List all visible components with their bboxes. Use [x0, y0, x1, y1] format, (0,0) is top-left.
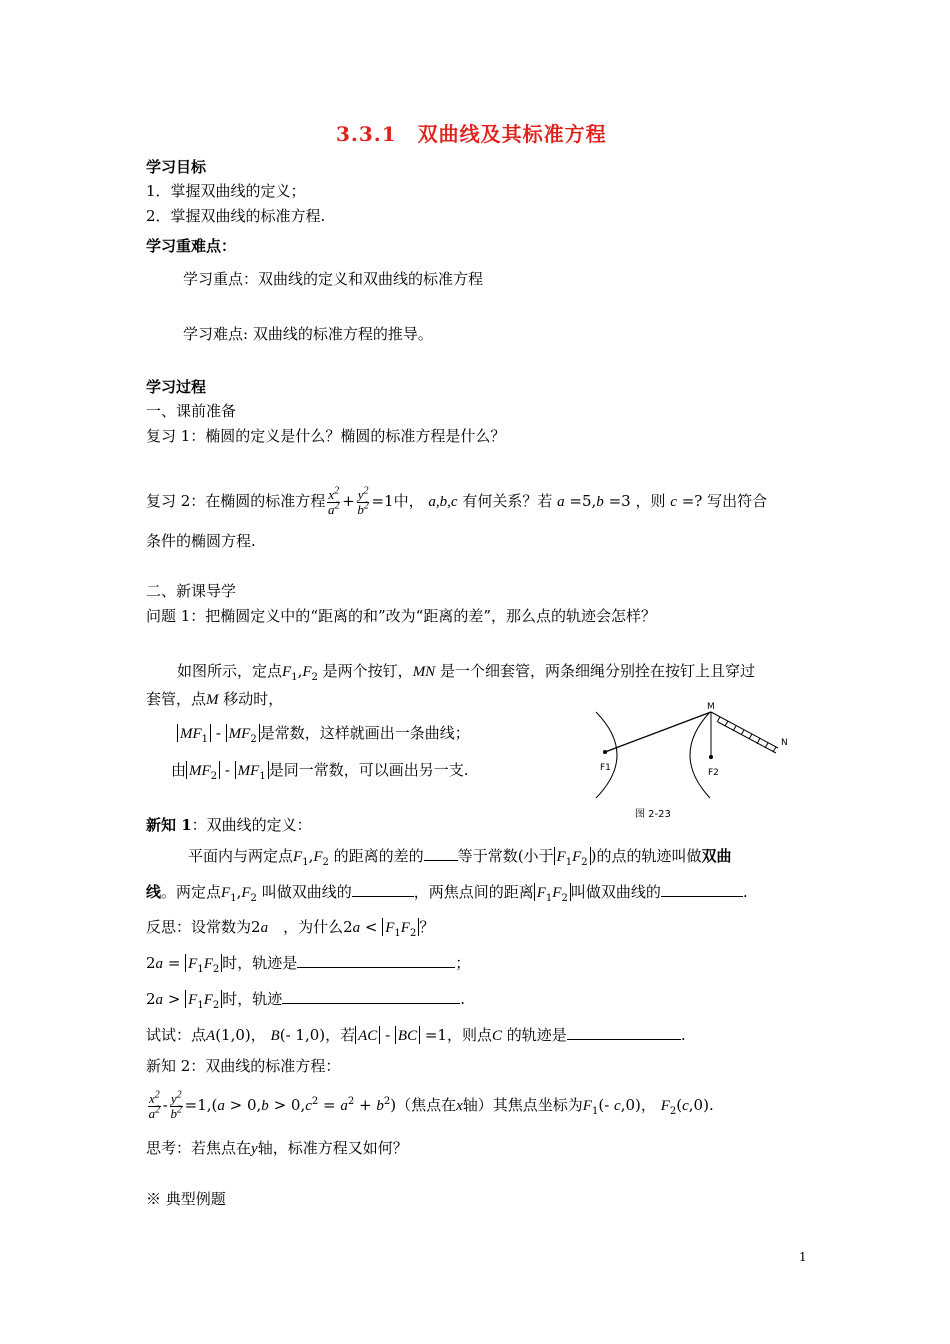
- tube-top: [711, 712, 778, 748]
- goal-item: 2．掌握双曲线的标准方程.: [146, 207, 326, 225]
- setup-line1: 如图所示，定点$F_1,F_2$ 是两个按钉，MN 是一个细套管，两条细绳分别拴在按钉上且穿过: [177, 662, 755, 683]
- label-f2: F2: [708, 768, 719, 778]
- focus-f1-point: [603, 750, 607, 754]
- question1: 问题 1：把椭圆定义中的“距离的和”改为“距离的差”，那么点的轨迹会怎样？: [146, 607, 656, 625]
- part1-heading: 一、课前准备: [146, 402, 237, 420]
- newknow2-heading: 新知 2：双曲线的标准方程：: [146, 1057, 341, 1075]
- page-title: 3.3.1 双曲线及其标准方程: [336, 122, 607, 146]
- think-line: 思考：若焦点在y轴，标准方程又如何？: [146, 1139, 408, 1157]
- setup-line4: 由 $MF_2 - MF_1$ 是同一常数，可以画出另一支.: [171, 761, 469, 782]
- key-point: 学习重点：双曲线的定义和双曲线的标准方程: [183, 270, 484, 288]
- goals-heading: 学习目标: [146, 158, 207, 176]
- goal-item: 1．掌握双曲线的定义；: [146, 182, 306, 200]
- label-f1: F1: [600, 763, 611, 773]
- tube-bottom: [718, 722, 776, 753]
- review1: 复习 1：椭圆的定义是什么？椭圆的标准方程是什么？: [146, 427, 506, 445]
- left-branch: [596, 712, 617, 798]
- review2-line2: 条件的椭圆方程.: [146, 532, 256, 550]
- label-m: M: [707, 702, 715, 712]
- definition-line2: 线。两定点$F_1,F_2$ 叫做双曲线的 ，两焦点间的距离 $F_1F_2$ 叫做双曲线的 .: [146, 883, 748, 904]
- newknow1-heading: 新知 1：双曲线的定义：: [146, 816, 312, 834]
- standard-equation-line: $\frac{x^2}{a^2}$ - $\frac{y^2}{b^2}$ $=1,(a > 0,b > 0,c^2 = a^2 + b^2)$（焦点在x轴）其焦点坐标为$F_1(-$ c,0)， $F_2(c,0)$.: [148, 1089, 714, 1121]
- page-number: 1: [799, 1250, 807, 1264]
- process-heading: 学习过程: [146, 378, 207, 396]
- definition-line1: 平面内与两定点$F_1,F_2$ 的距离的差的 等于常数(小于 $F_1F_2$ )的点的轨迹叫做双曲: [188, 847, 732, 868]
- setup-line3: $MF_1 - MF_2$ 是常数，这样就画出一条曲线；: [177, 723, 470, 744]
- figure-caption: 图 2-23: [635, 809, 671, 820]
- part2-heading: 二、新课导学: [146, 582, 237, 600]
- reflect-line: 反思：设常数为2a ，为什么$2a < F_1F_2$ ？: [146, 918, 435, 939]
- case-equal-line: $2a = F_1F_2$ 时，轨迹是 ；: [146, 954, 471, 975]
- hyperbola-string-figure: [590, 700, 810, 825]
- focus-f2-point: [709, 755, 713, 759]
- keypoints-heading: 学习重难点：: [146, 237, 237, 255]
- review2-line1: 复习 2：在椭圆的标准方程 $\frac{x^2}{a^2}$ + $\frac{y^2}{b^2}$ =1中， a,b,c 有何关系？若 a =5,b =3 ，则 c =? 写出符合: [146, 485, 768, 517]
- case-greater-line: $2a > F_1F_2$ 时，轨迹 .: [146, 990, 466, 1011]
- setup-line2: 套管，点M 移动时，: [146, 690, 284, 708]
- string-mf1: [605, 712, 711, 752]
- label-n: N: [781, 738, 788, 748]
- examples-heading: ※ 典型例题: [146, 1190, 226, 1208]
- tube-hatching: [717, 717, 776, 752]
- trial-line: 试试：点A(1,0)， B(- 1,0)，若 AC - BC =1，则点C 的轨迹是 .: [146, 1026, 686, 1044]
- right-branch: [690, 712, 710, 798]
- difficult-point: 学习难点: 双曲线的标准方程的推导。: [183, 325, 433, 343]
